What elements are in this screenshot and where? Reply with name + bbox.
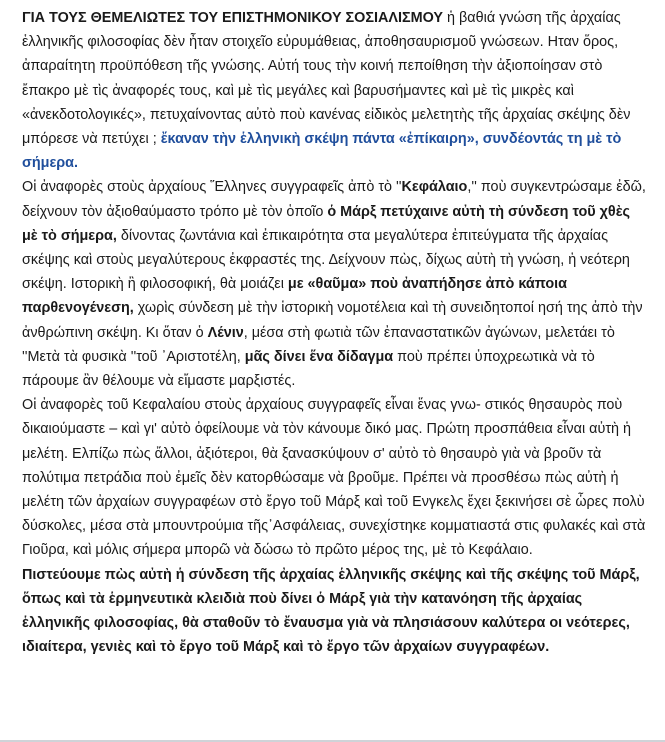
text-segment: χωρὶς σύνδεση μὲ τὴν ἱστορικὴ νομοτέλεια καὶ τὴ συνειδητοποί ησή της ἀπὸ τὴν ἀνθρώπινη σκέψη. Κι ὅταν ὁ [22, 300, 643, 341]
text-segment: ποὺ πρέπει ὑποχρεωτικὰ νὰ τὸ πάρουμε ἂν θέλουμε νὰ εἴμαστε μαρξιστές. [22, 348, 595, 390]
intro-paragraph [22, 6, 649, 175]
text-segment: , μέσα στὴ φωτιὰ τῶν ἐπαναστατικῶν ἀγώνων, μελετάει τὸ ''Μετὰ τὰ φυσικὰ ''τοῦ ᾿Αριστοτέλη, [22, 324, 615, 365]
bold-segment-miracle: με «θαῦμα» ποὺ ἀναπήδησε ἀπὸ κάποια παρθενογένεση, [22, 276, 567, 317]
bold-segment-lesson: μᾶς δίνει ἕνα δίδαγμα [244, 348, 394, 365]
text-segment: δίνοντας ζωντάνια καὶ ἐπικαιρότητα στα μεγαλύτερα ἐπιτεύγματα τῆς ἀρχαίας σκέψης καὶ στοὺς μεγαλύτερους ἐκφραστές της. Δείχνουν πὼς, δίχως αὐτὴ τὴ γνώση, ἡ νεότερη σκέψη. Ιστορικὴ ἢ φιλοσοφική, θὰ μοιάζει [22, 227, 630, 293]
bold-segment-kefalaio: Κεφάλαιο [401, 179, 468, 196]
intro-text: ἡ βαθιά γνώση τῆς ἀρχαίας ἑλληνικῆς φιλοσοφίας δὲν ἦταν στοιχεῖο εὐρυμάθειας, ἀποθησαυρισμοῦ γνώσεων. Ηταν ὅρος, ἀπαραίτητη προϋπόθεση τῆς γνώσης. Αὐτή τους τὴν κοινή πεποίθηση τὴν ἀξιοποίησαν στὸ ἔπακρο μὲ τὶς ἀναφορές τους, καὶ μὲ τὶς μεγάλες καὶ βαρυσήμαντες καὶ μὲ τὶς μικρὲς καὶ «ἀνεκδοτολογικές», πετυχαίνοντας αὐτὸ ποὺ κανένας εἰδικὸς μελετητὴς τῆς ἀρχαίας σκέψης δὲν μπόρεσε νὰ πετύχει ; [22, 10, 631, 148]
conclusion-text: Πιστεύουμε πὼς αὐτὴ ἡ σύνδεση τῆς ἀρχαίας ἑλληνικῆς σκέψης καὶ τῆς σκέψης τοῦ Μάρξ, ὅπως καὶ τὰ ἑρμηνευτικὰ κλειδιὰ ποὺ δίνει ὁ Μάρξ γιὰ τὴν κατανόηση τῆς ἀρχαίας ἑλληνικῆς φιλοσοφίας, θὰ σταθοῦν τὸ ἔναυσμα γιὰ νὰ πλησιάσουν καλύτερα οι νεότερες, ιδιαίτερα, γενιὲς καὶ τὸ ἔργο τοῦ Μάρξ καὶ τὸ ἔργο τῶν ἀρχαίων συγγραφέων. [22, 566, 640, 656]
bold-segment-marx: ὁ Μάρξ πετύχαινε αὐτὴ τὴ σύνδεση τοῦ χθὲς μὲ τὸ σήμερα, [22, 203, 631, 244]
paragraph-heading: ΓΙΑ ΤΟΥΣ ΘΕΜΕΛΙΩΤΕΣ ΤΟΥ ΕΠΙΣΤΗΜΟΝΙΚΟΥ ΣΟΣΙΑΛΙΣΜΟΥ [22, 10, 444, 26]
text-segment: ,'' ποὺ συγκεντρώσαμε ἐδῶ, δείχνουν τὸν ἀξιοθαύμαστο τρόπο μὲ τὸν ὁποῖο [22, 179, 646, 220]
capital-references-paragraph [22, 175, 649, 393]
bold-segment-lenin: Λένιν [207, 324, 244, 341]
text-segment: Οἱ ἀναφορὲς στοὺς ἀρχαίους Ἕλληνες συγγραφεῖς ἀπὸ τὸ '' [22, 179, 402, 196]
treasure-text: Οἱ ἀναφορὲς τοῦ Κεφαλαίου στοὺς ἀρχαίους συγγραφεῖς εἶναι ἕνας γνω- στικός θησαυρὸς ποὺ δικαιούμαστε – καὶ γι' αὐτὸ ὀφείλουμε νὰ τὸν κάνουμε δικό μας. Πρώτη προσπάθεια εἶναι αὐτὴ ἡ μελέτη. Ελπίζω πὼς ἄλλοι, ἀξιότεροι, θὰ ξανασκύψουν σ' αὐτὸ τὸ θησαυρὸ γιὰ νὰ βροῦν τὰ πολύτιμα πετράδια ποὺ ἐμεῖς δὲν κατορθώσαμε νὰ βροῦμε. Πρέπει νὰ προσθέσω πὼς αὐτὴ ἡ μελέτη τῶν ἀρχαίων συγγραφέων στὸ ἔργο τοῦ Μάρξ καὶ τοῦ Ενγκελς ἔχει ξεκινήσει σὲ ὧρες πολὺ δύσκολες, μέσα στὰ μπουντρούμια τῆς᾿Ασφάλειας, συνεχίστηκε κομματιαστά στις φυλακές καὶ στὰ Γιοῦρα, καὶ μόλις σήμερα μπορῶ νὰ δώσω τὸ πρῶτο μέρος της, μὲ τὸ Κεφάλαιο. [22, 397, 646, 559]
conclusion-paragraph [22, 563, 649, 660]
treasure-paragraph [22, 393, 649, 562]
highlighted-statement: ἔκαναν τὴν ἑλληνικὴ σκέψη πάντα «ἐπίκαιρη», συνδέοντάς τη μὲ τὸ σήμερα. [22, 131, 622, 172]
